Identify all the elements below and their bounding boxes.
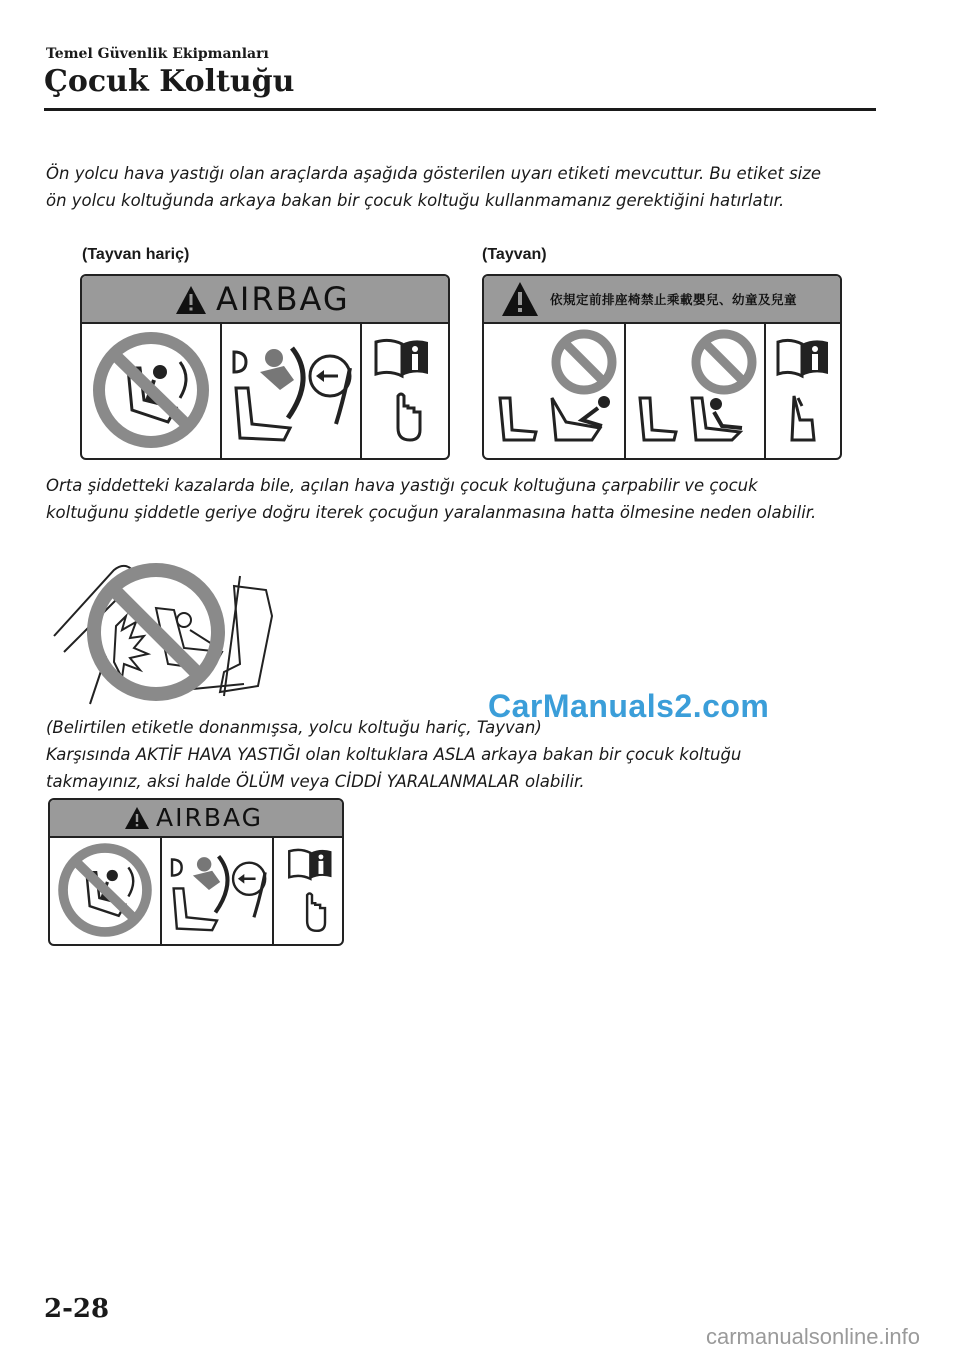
airbag-deployment-icon	[164, 840, 270, 940]
caption-taiwan: (Tayvan)	[482, 246, 547, 263]
section-label: Temel Güvenlik Ekipmanları	[46, 46, 269, 62]
warning-line-2: koltuğunu şiddetle geriye doğru iterek çocuğun yaralanmasına hatta ölmesine neden olabilir.	[46, 503, 817, 522]
taiwan-note-line-1: (Belirtilen etiketle donanmışsa, yolcu koltuğu hariç, Tayvan)	[46, 718, 542, 737]
taiwan-note-line-2: Karşısında AKTİF HAVA YASTIĞI olan koltuklara ASLA arkaya bakan bir çocuk koltuğu	[46, 745, 742, 764]
caption-except-taiwan: (Tayvan hariç)	[82, 246, 190, 263]
airbag-deployment-icon	[224, 328, 356, 452]
taiwan-warning-label	[482, 274, 842, 460]
warning-triangle-icon	[500, 280, 540, 318]
label-divider	[220, 322, 222, 458]
page-number: 2-28	[44, 1294, 110, 1324]
intro-line-1: Ön yolcu hava yastığı olan araçlarda aşağıda gösterilen uyarı etiketi mevcuttur. Bu etiket size	[46, 164, 822, 183]
airbag-label-text: AIRBAG	[156, 803, 264, 832]
airbag-warning-label-small	[48, 798, 344, 946]
warning-line-1: Orta şiddetteki kazalarda bile, açılan hava yastığı çocuk koltuğuna çarpabilir ve çocuk	[46, 476, 758, 495]
taiwan-label-text: 依規定前排座椅禁止乘載嬰兒、幼童及兒童	[550, 292, 798, 307]
no-rear-facing-seat-icon	[88, 328, 214, 452]
read-manual-icon	[776, 336, 832, 446]
title-divider	[44, 108, 876, 111]
label-divider	[484, 322, 840, 324]
watermark: CarManuals2.com	[488, 688, 770, 724]
warning-paragraph	[46, 472, 886, 526]
no-infant-seat-icon	[630, 328, 760, 452]
page-title: Çocuk Koltuğu	[44, 64, 295, 99]
label-divider	[160, 836, 162, 944]
taiwan-note-paragraph	[46, 714, 886, 795]
no-child-seat-icon	[490, 328, 620, 452]
no-rear-facing-seat-icon	[54, 840, 156, 940]
warning-triangle-icon	[124, 806, 150, 830]
warning-triangle-icon	[174, 284, 208, 316]
label-divider	[624, 322, 626, 458]
airbag-impact-illustration	[44, 556, 284, 706]
label-divider	[272, 836, 274, 944]
label-divider	[360, 322, 362, 458]
taiwan-note-line-3: takmayınız, aksi halde ÖLÜM veya CİDDİ YARALANMALAR olabilir.	[46, 772, 585, 791]
label-divider	[50, 836, 342, 838]
read-manual-icon	[372, 336, 436, 446]
read-manual-icon	[286, 846, 338, 936]
site-footer: carmanualsonline.info	[706, 1324, 921, 1349]
label-divider	[82, 322, 448, 324]
label-divider	[764, 322, 766, 458]
intro-line-2: ön yolcu koltuğunda arkaya bakan bir çocuk koltuğu kullanmamanız gerektiğini hatırlatır.	[46, 191, 785, 210]
airbag-label-text: AIRBAG	[216, 280, 350, 318]
airbag-warning-label	[80, 274, 450, 460]
intro-paragraph	[46, 160, 886, 214]
